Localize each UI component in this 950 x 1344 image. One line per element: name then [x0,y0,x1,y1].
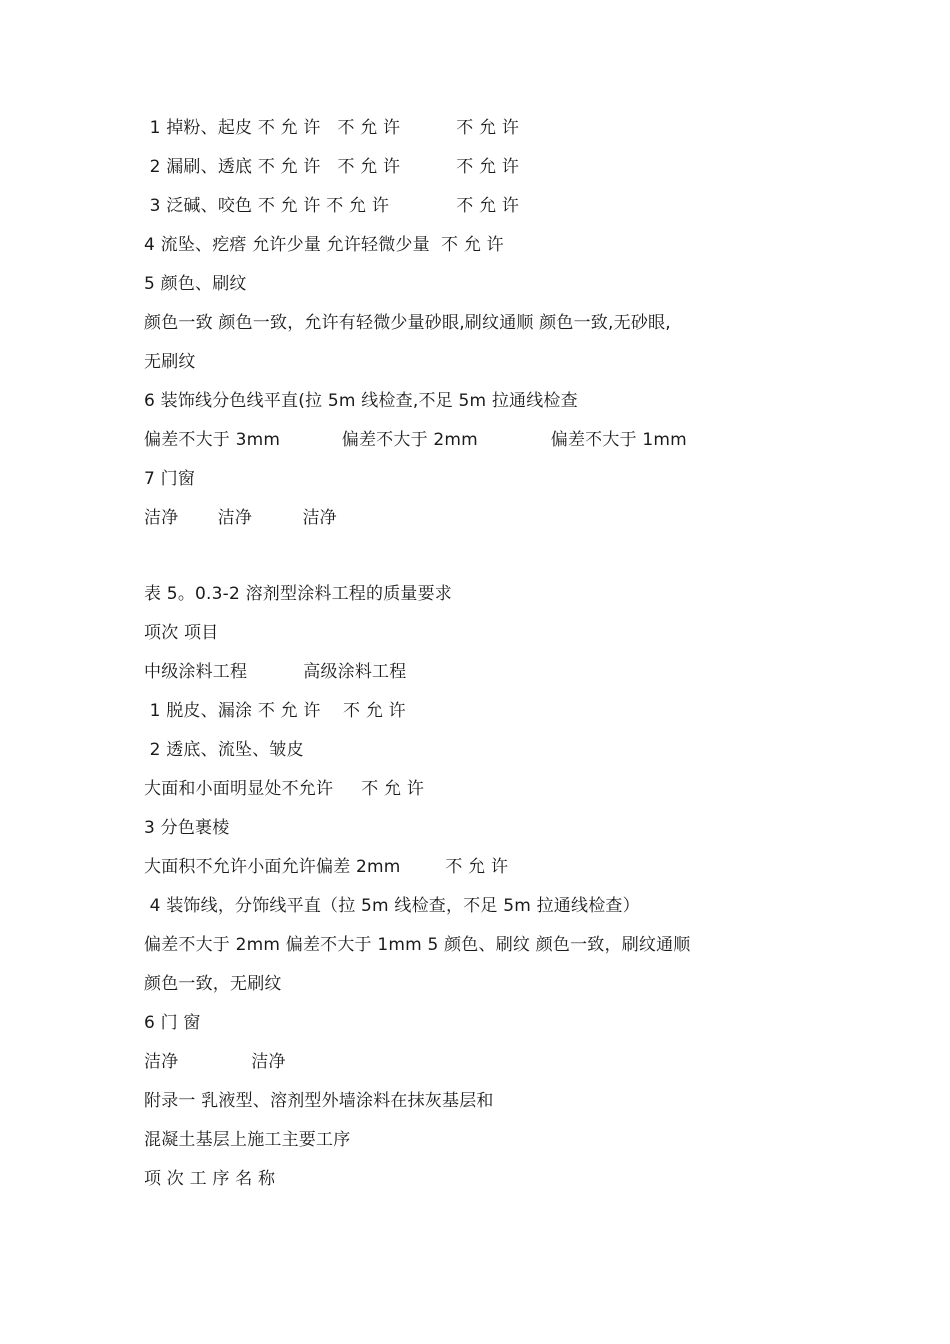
text-line-20: 4 装饰线，分饰线平直（拉 5m 线检查，不足 5m 拉通线检查） [144,896,640,916]
text-line-15: 1 脱皮、漏涂 不 允 许 不 允 许 [144,701,406,721]
table-title: 表 5。0.3-2 溶剂型涂料工程的质量要求 [144,584,453,604]
appendix-title-1: 附录一 乳液型、溶剂型外墙涂料在抹灰基层和 [144,1091,494,1111]
text-line-8: 6 装饰线分色线平直(拉 5m 线检查,不足 5m 拉通线检查 [144,391,578,411]
appendix-title-2: 混凝土基层上施工主要工序 [144,1130,351,1150]
text-line-21: 偏差不大于 2mm 偏差不大于 1mm 5 颜色、刷纹 颜色一致，刷纹通顺 [144,935,691,955]
text-line-13: 项次 项目 [144,623,219,643]
text-line-19: 大面积不允许小面允许偏差 2mm 不 允 许 [144,857,509,877]
text-line-11: 洁净 洁净 洁净 [144,508,337,528]
text-line-6: 颜色一致 颜色一致，允许有轻微少量砂眼,刷纹通顺 颜色一致,无砂眼, [144,313,671,333]
text-line-4: 4 流坠、疙瘩 允许少量 允许轻微少量 不 允 许 [144,235,504,255]
text-line-9: 偏差不大于 3mm 偏差不大于 2mm 偏差不大于 1mm [144,430,687,450]
text-line-17: 大面和小面明显处不允许 不 允 许 [144,779,425,799]
text-line-23: 6 门 窗 [144,1013,201,1033]
text-line-5: 5 颜色、刷纹 [144,274,247,294]
text-line-14: 中级涂料工程 高级涂料工程 [144,662,407,682]
text-line-1: 1 掉粉、起皮 不 允 许 不 允 许 不 允 许 [144,118,520,138]
text-line-22: 颜色一致，无刷纹 [144,974,282,994]
text-line-27: 项 次 工 序 名 称 [144,1169,276,1189]
text-line-10: 7 门窗 [144,469,196,489]
text-line-7: 无刷纹 [144,352,196,372]
text-line-24: 洁净 洁净 [144,1052,286,1072]
text-line-16: 2 透底、流坠、皱皮 [144,740,304,760]
text-line-3: 3 泛碱、咬色 不 允 许 不 允 许 不 允 许 [144,196,520,216]
text-line-18: 3 分色裹棱 [144,818,230,838]
text-line-2: 2 漏刷、透底 不 允 许 不 允 许 不 允 许 [144,157,520,177]
